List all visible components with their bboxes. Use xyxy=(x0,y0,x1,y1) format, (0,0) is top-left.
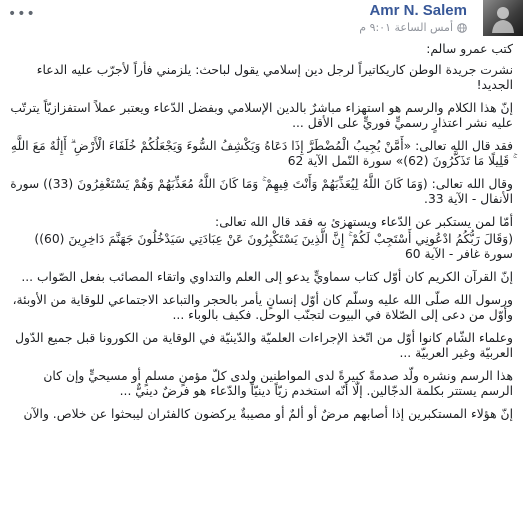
author-name[interactable]: Amr N. Salem xyxy=(369,2,467,19)
post-paragraph: فقد قال الله تعالى: «أَمَّنْ يُجِيبُ الْمُضْطَرَّ إِذَا دَعَاهُ وَيَكْشِفُ السُّوءَ وَيَجْعَلُكُمْ خُلَفَاءَ الْأَرْضِ ۗ أَإِلَٰهٌ مَعَ اللَّهِ ۚ قَلِيلًا مَا تَذَكَّرُونَ (62)» سورة النّمل الآية 62 xyxy=(10,139,513,168)
post-paragraph: ورسول الله صلّى الله عليه وسلّم كان أوّل إنسانٍ يأمر بالحجر والتباعد الاجتماعي للوقاية من الأوبئة، وأوّل من دعى إلى الصّلاة في البيوت لتجنّب الوحل. فكيف بالوباء ... xyxy=(12,293,513,322)
post-timestamp[interactable]: أمس الساعة ٩:٠١ م xyxy=(359,21,453,34)
avatar[interactable] xyxy=(483,0,523,36)
post-body xyxy=(10,42,513,430)
post-paragraph: وعلماء الشّام كانوا أوّل من اتّخذ الإجراءات العلميّة والدّينيّة في الوقاية من الكورونا قبل جميع الدّول العربيّة وغير العربيّة ... xyxy=(15,331,513,360)
post-paragraph: إنّ هذا الكلام والرسم هو استهزاء مباشرٌ بالدين الإسلامي وبفضل الدّعاء ويعتبر عملاً استفزازيّاً يترتّب عليه نشر اعتذارٍ رسميٍّ فوريٍّ على الأقل ... xyxy=(10,101,513,130)
post-paragraph: إنّ هؤلاء المستكبرين إذا أصابهم مرضٌ أو ألمٌ أو مصيبةٌ يركضون كالفئران ليبحثوا عن خلاص. والآن xyxy=(23,407,513,421)
globe-icon[interactable] xyxy=(457,23,467,33)
post-paragraph: هذا الرسم ونشره ولّد صدمةً كبيرةً لدى المواطنين ولدى كلّ مؤمنٍ مسلمٍ أو مسيحيٍّ وإن كان الرسم يستتر بكلمة الدجّالين. إلّا أنّه استخدم زيّاً دينيّاً والدّعاء هو فرضٌ دينيٌّ ... xyxy=(43,369,513,398)
post-paragraph: (وَقَالَ رَبُّكُمُ ادْعُونِي أَسْتَجِبْ لَكُمْ ۚ إِنَّ الَّذِينَ يَسْتَكْبِرُونَ عَنْ عِبَادَتِي سَيَدْخُلُونَ جَهَنَّمَ دَاخِرِينَ (60)) سورة غافر - الآية 60 xyxy=(34,232,513,261)
profile-silhouette-icon xyxy=(489,3,517,33)
post-paragraph: إنّ القرآن الكريم كان أوّل كتاب سماويٍّ يدعو إلى العلم والتداوي واتقاء المصائب بفعل الصّواب ... xyxy=(21,270,513,284)
post-paragraph: كتب عمرو سالم: xyxy=(426,42,513,56)
post-paragraph: نشرت جريدة الوطن كاريكاتيراً لرجل دين إسلامي يقول لباحث: يلزمني فأراً لأجرّب عليه الدعاء الجديد! xyxy=(36,63,513,92)
more-options-icon[interactable]: ••• xyxy=(8,6,36,22)
post-paragraph: أمّا لمن يستكبر عن الدّعاء ويستهزئ به فقد قال الله تعالى: xyxy=(215,215,513,229)
post-header xyxy=(0,0,523,36)
post-meta xyxy=(359,21,467,34)
post-paragraph: وقال الله تعالى: (وَمَا كَانَ اللَّهُ لِيُعَذِّبَهُمْ وَأَنْتَ فِيهِمْ ۚ وَمَا كَانَ اللَّهُ مُعَذِّبَهُمْ وَهُمْ يَسْتَغْفِرُونَ (33)) سورة الأنفال - الآية 33. xyxy=(10,177,513,206)
